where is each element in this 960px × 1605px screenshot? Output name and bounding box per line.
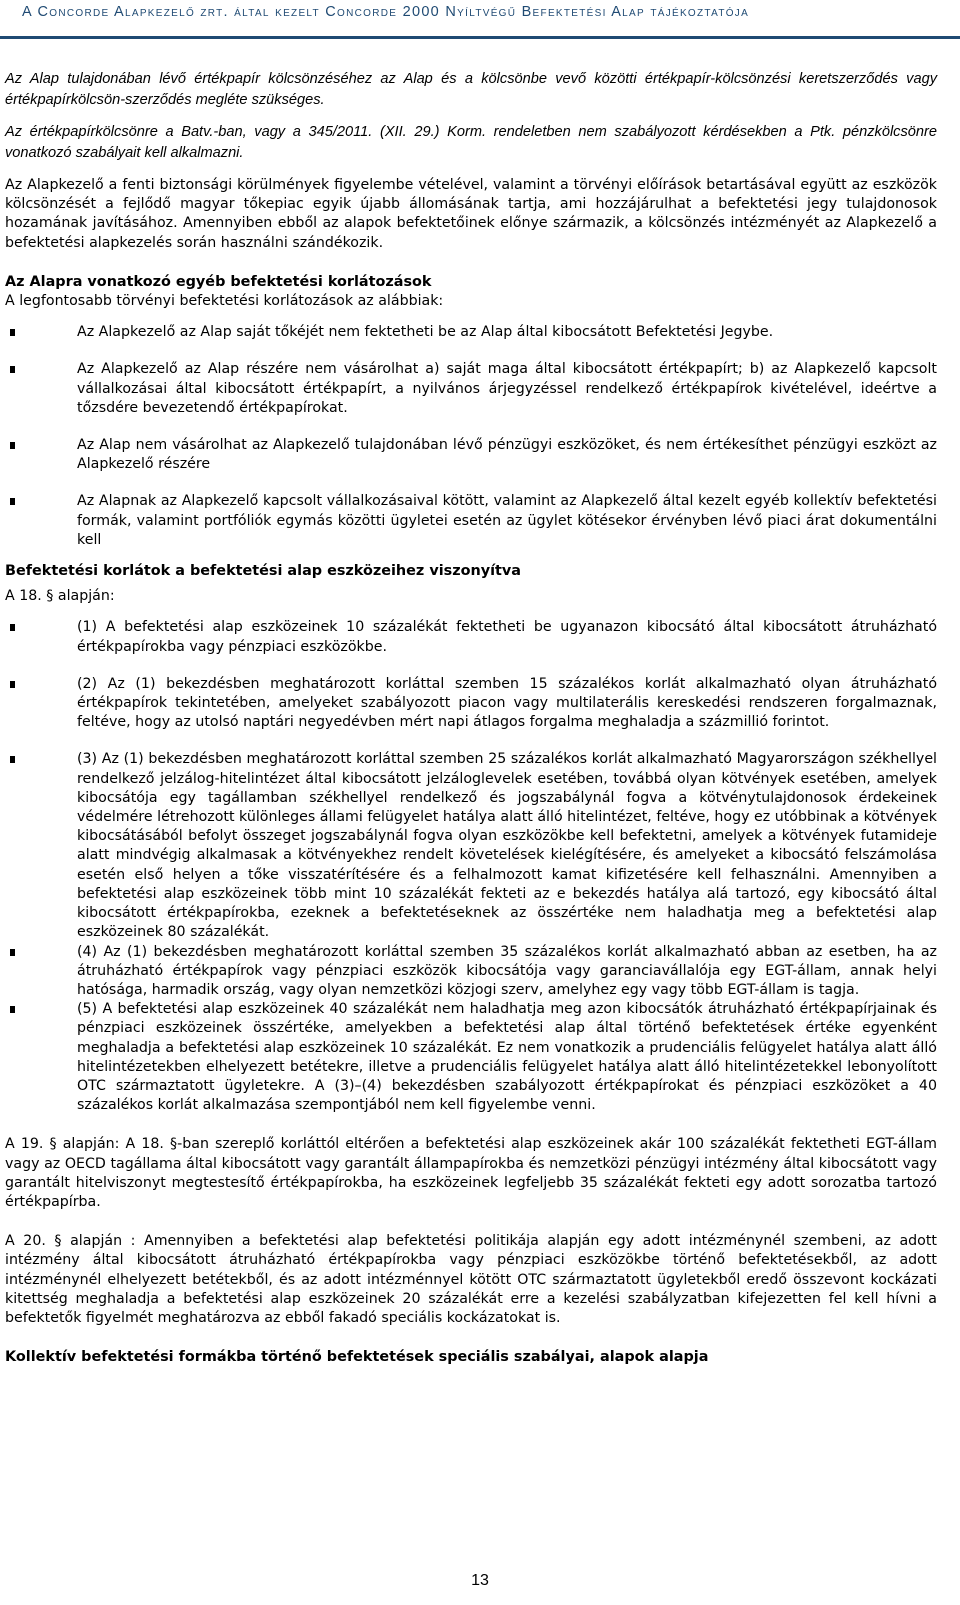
list-item xyxy=(5,618,937,656)
page-number: 13 xyxy=(471,1572,489,1589)
bullet-icon xyxy=(10,624,15,631)
main-section xyxy=(5,176,937,1367)
list-item xyxy=(5,492,937,550)
list-item xyxy=(5,750,937,942)
section-heading-collective: Kollektív befektetési formákba történő befektetések speciális szabályai, alapok alapja xyxy=(5,1349,709,1366)
list-item xyxy=(5,436,937,474)
list-item xyxy=(5,943,937,1001)
bullet-icon xyxy=(10,442,15,449)
bullet-icon xyxy=(10,1006,15,1013)
list-item xyxy=(5,675,937,733)
page-header: A Concorde Alapkezelő zrt. által kezelt Concorde 2000 Nyíltvégű Befektetési Alap tájékoztatója xyxy=(22,4,750,20)
limits-list xyxy=(5,618,937,1115)
paragraph-a20: A 20. § alapján : Amennyiben a befektetési alap befektetési politikája alapján egy adott intézménynél szembeni, az adott intézmény által kibocsátott átruházható értékpapírokba vagy pénzpiaci eszközökbe történő befektetésekből, az adott intézménynél elhelyezett betétekből, és az adott intézménnyel kötött OTC származtatott ügyletekből eredő összevont kockázati kitettség meghaladja a befektetési alap eszközeinek 20 százalékát erre a kezelési szabályzatban kifejezetten fel kell hívni a befektetők figyelmét meghatározva az ebből fakadó speciális kockázatokat is. xyxy=(5,1233,937,1326)
restrictions-intro: A legfontosabb törvényi befektetési korlátozások az alábbiak: xyxy=(5,293,444,310)
section-heading-restrictions: Az Alapra vonatkozó egyéb befektetési korlátozások xyxy=(5,273,432,290)
list-item-text: Az Alapnak az Alapkezelő kapcsolt vállalkozásaival kötött, valamint az Alapkezelő által kezelt egyéb kollektív befektetési formák, valamint portfóliók egymás közötti ügyletei esetén az ügylet kötésekor érvényben lévő piaci árat dokumentálni kell xyxy=(77,493,937,548)
restrictions-list xyxy=(5,323,937,550)
lending-paragraph: Az Alapkezelő a fenti biztonsági körülmények figyelembe vételével, valamint a törvényi előírások betartásával együtt az eszközök kölcsönzését a fejlődő magyar tőkepiac egyik újabb állomásának tartja, ami hozzájárulhat a befektetési jegy tulajdonosok hozamának javításához. Amennyiben ebből az alapok befektetőinek előnye származik, a kölcsönzés intézményét az Alapkezelő a befektetési alapkezelés során használni szándékozik. xyxy=(5,177,937,251)
list-item-text: (2) Az (1) bekezdésben meghatározott korláttal szemben 15 százalékos korlát alkalmazható olyan átruházható értékpapírok tekintetében, amelyeket szabályozott piacon vagy multilaterális kereskedési rendszeren forgalmaznak, feltéve, hogy az utolsó naptári negyedévben mért napi átlagos forgalma meghaladja a százmillió forintot. xyxy=(77,675,937,731)
bullet-icon xyxy=(10,949,15,956)
list-item xyxy=(5,323,937,342)
list-item-text: (3) Az (1) bekezdésben meghatározott korláttal szemben 25 százalékos korlát alkalmazható Magyarországon székhellyel rendelkező jelzálog-hitelintézet által kibocsátott jelzáloglevelek esetében, továbbá olyan kötvények esetében, amelyek kibocsátója egy tagállamban székhellyel rendelkező és jogszabálynál fogva a kötvénytulajdonosok érdekeinek védelmére létrehozott különleges állami felügyelet hatálya alatt álló hitelintézet, feltéve, hogy ez utóbbinak a kötvények kibocsátásából befolyt összeget jogszabálynál fogva olyan eszközökbe kell befektetni, amelyek a kötvények futamideje alatt mindvégig alkalmasak a kötvényekhez rendelt követelések kielégítésére, és amelyeket a kibocsátó felszámolása esetén első helyen a tőke visszatérítésére és a felhalmozott kamat kifizetésére kell felhasználni. Amennyiben a befektetési alap eszközeinek több mint 10 százalékát fekteti az e bekezdés hatálya alá tartozó, egy kibocsátó által kibocsátott értékpapírokba, ezeknek a befektetéseknek az összértéke nem haladhatja meg a befektetési alap eszközeinek 80 százalékát. xyxy=(77,751,937,941)
intro-paragraph-2: Az értékpapírkölcsönre a Batv.-ban, vagy a 345/2011. (XII. 29.) Korm. rendeletben nem szabályozott kérdésekben a Ptk. pénzkölcsönre vonatkozó szabályait kell alkalmazni. xyxy=(5,124,937,161)
bullet-icon xyxy=(10,681,15,688)
list-item xyxy=(5,1000,937,1115)
bullet-icon xyxy=(10,498,15,505)
list-item-text: Az Alapkezelő az Alap saját tőkéjét nem fektetheti be az Alap által kibocsátott Befektetési Jegybe. xyxy=(77,324,774,341)
paragraph-a19: A 19. § alapján: A 18. §-ban szereplő korláttól eltérően a befektetési alap eszközeinek akár 100 százalékát fektetheti EGT-állam vagy az OECD tagállama által kibocsátott vagy garantált állampapírokba és nemzetközi pénzügyi intézmény által kibocsátott vagy garantált hitelviszonyt megtestesítő értékpapírokba, ha eszközeinek legfeljebb 35 százalékát fekteti egy adott sorozatba tartozó értékpapírba. xyxy=(5,1136,937,1210)
list-item-text: (4) Az (1) bekezdésben meghatározott korláttal szemben 35 százalékos korlát alkalmazható abban az esetben, ha az átruházható értékpapírok vagy pénzpiaci eszközök kibocsátója vagy garanciavállalója egy EGT-állam, annak helyi hatósága, harmadik ország, vagy olyan nemzetközi közjogi szerv, amelyhez egy vagy több EGT-állam is tagja. xyxy=(77,943,937,998)
intro-section xyxy=(5,69,937,175)
intro-paragraph-1: Az Alap tulajdonában lévő értékpapír kölcsönzéséhez az Alap és a kölcsönbe vevő közötti értékpapír-kölcsönzési keretszerződés vagy értékpapírkölcsön-szerződés megléte szükséges. xyxy=(5,71,937,108)
bullet-icon xyxy=(10,329,15,336)
header-rule xyxy=(0,36,960,39)
list-item-text: (1) A befektetési alap eszközeinek 10 százalékát fektetheti be ugyanazon kibocsátó által kibocsátott átruházható értékpapírokba vagy pénzpiaci eszközökbe. xyxy=(77,619,937,655)
list-item-text: Az Alapkezelő az Alap részére nem vásárolhat a) saját maga által kibocsátott értékpapírt; b) az Alapkezelő kapcsolt vállalkozásai által kibocsátott értékpapírt, a nyilvános árjegyzéssel rendelkező értékpapírok kivételével, ideértve a tőzsdére bevezetendő értékpapírokat. xyxy=(77,361,937,416)
list-item-text: Az Alap nem vásárolhat az Alapkezelő tulajdonában lévő pénzügyi eszközöket, és nem értékesíthet pénzügyi eszközt az Alapkezelő részére xyxy=(77,437,937,473)
bullet-icon xyxy=(10,756,15,763)
paragraph-a18: A 18. § alapján: xyxy=(5,588,115,605)
list-item-text: (5) A befektetési alap eszközeinek 40 százalékát nem haladhatja meg azon kibocsátók átruházható értékpapírjainak és pénzpiaci eszközeinek összértéke, amelyekben a befektetési alap által történő befektetések értéke egyenként meghaladja a befektetési alap eszközeinek 10 százalékát. Ez nem vonatkozik a prudenciális felügyelet hatálya alatt álló hitelintézetekben elhelyezett betétekre, illetve a prudenciális felügyelet hatálya alatt álló hitelintézetekkel lebonyolított OTC származtatott ügyletekre. A (3)–(4) bekezdésben szabályozott értékpapírokat és pénzpiaci eszközöket a 40 százalékos korlát alkalmazása szempontjából nem kell figyelembe venni. xyxy=(77,1001,937,1114)
list-item xyxy=(5,360,937,418)
bullet-icon xyxy=(10,366,15,373)
section-heading-limits: Befektetési korlátok a befektetési alap eszközeihez viszonyítva xyxy=(5,563,521,580)
